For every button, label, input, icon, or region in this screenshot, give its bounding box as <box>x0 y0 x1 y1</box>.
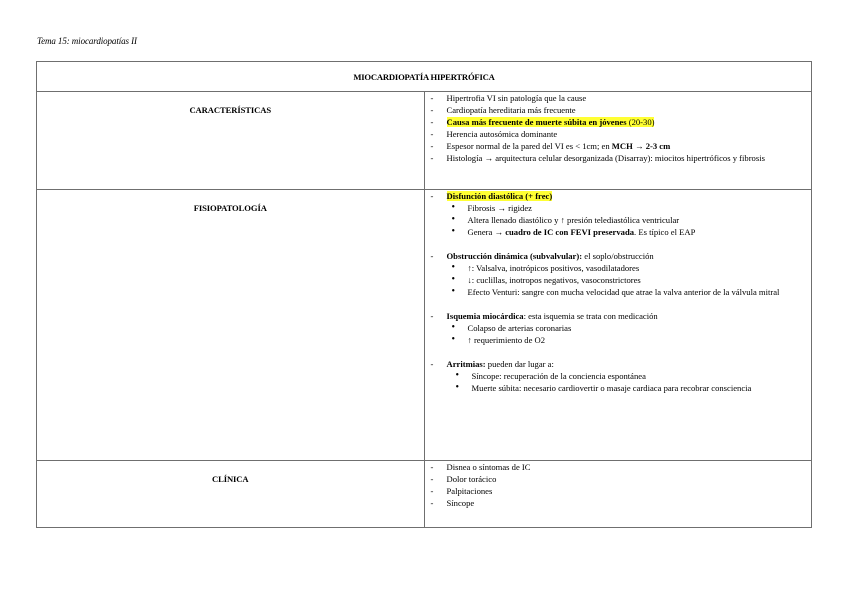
list-item: - Cardiopatía hereditaria más frecuente <box>431 104 812 116</box>
fisiopatologia-label-cell <box>37 190 425 461</box>
caracteristicas-label-cell <box>37 92 425 190</box>
list-item: - Dolor torácico <box>431 473 812 485</box>
list-item: • Altera llenado diastólico y ↑ presión telediastólica ventricular <box>452 214 812 226</box>
fisiopatologia-content <box>424 190 812 461</box>
list-item: • ↑ requerimiento de O2 <box>452 334 812 346</box>
list-item <box>431 116 812 128</box>
clinica-label: CLÍNICA <box>211 474 249 484</box>
list-item: • ↑: Valsalva, inotrópicos positivos, vasodilatadores <box>452 262 812 274</box>
document-header-note: Tema 15: miocardiopatías II <box>37 36 137 46</box>
list-item: - Síncope <box>431 497 812 509</box>
clinica-label-cell <box>37 461 425 528</box>
isquemia-heading: - Isquemia miocárdica: esta isquemia se trata con medicación <box>431 310 812 322</box>
caracteristicas-content <box>424 92 812 190</box>
obstruccion-heading: - Obstrucción dinámica (subvalvular): el soplo/obstrucción <box>431 250 812 262</box>
arritmias-heading: - Arritmias: pueden dar lugar a: <box>431 358 812 370</box>
disfuncion-heading: - Disfunción diastólica (+ frec) <box>431 190 812 202</box>
list-item: - Herencia autosómica dominante <box>431 128 812 140</box>
list-item: • Colapso de arterias coronarias <box>452 322 812 334</box>
list-item: - Disnea o síntomas de IC <box>431 461 812 473</box>
caracteristicas-label: CARACTERÍSTICAS <box>189 105 272 115</box>
table-title: MIOCARDIOPATÍA HIPERTRÓFICA <box>37 62 812 92</box>
list-item: • Fibrosis → rigidez <box>452 202 812 214</box>
list-item: - Hipertrofia VI sin patología que la cause <box>431 92 812 104</box>
list-item: - Espesor normal de la pared del VI es < 1cm; en MCH → 2-3 cm <box>431 140 812 152</box>
clinica-content <box>424 461 812 528</box>
list-item: • Genera → cuadro de IC con FEVI preservada. Es típico el EAP <box>452 226 812 238</box>
list-item: • Efecto Venturi: sangre con mucha velocidad que atrae la valva anterior de la válvula mitral <box>452 286 812 298</box>
list-item: • Síncope: recuperación de la conciencia espontánea <box>456 370 812 382</box>
list-item: - Palpitaciones <box>431 485 812 497</box>
fisiopatologia-label: FISIOPATOLOGÍA <box>193 203 267 213</box>
list-item: - Histología → arquitectura celular desorganizada (Disarray): miocitos hipertróficos y fibrosis <box>431 152 812 164</box>
list-item: • ↓: cuclillas, inotropos negativos, vasoconstrictores <box>452 274 812 286</box>
list-item: • Muerte súbita: necesario cardiovertir o masaje cardiaca para recobrar consciencia <box>456 382 812 394</box>
mch-summary-table <box>36 61 812 528</box>
highlighted-text: Causa más frecuente de muerte súbita en jóvenes (20-30) <box>446 117 655 127</box>
